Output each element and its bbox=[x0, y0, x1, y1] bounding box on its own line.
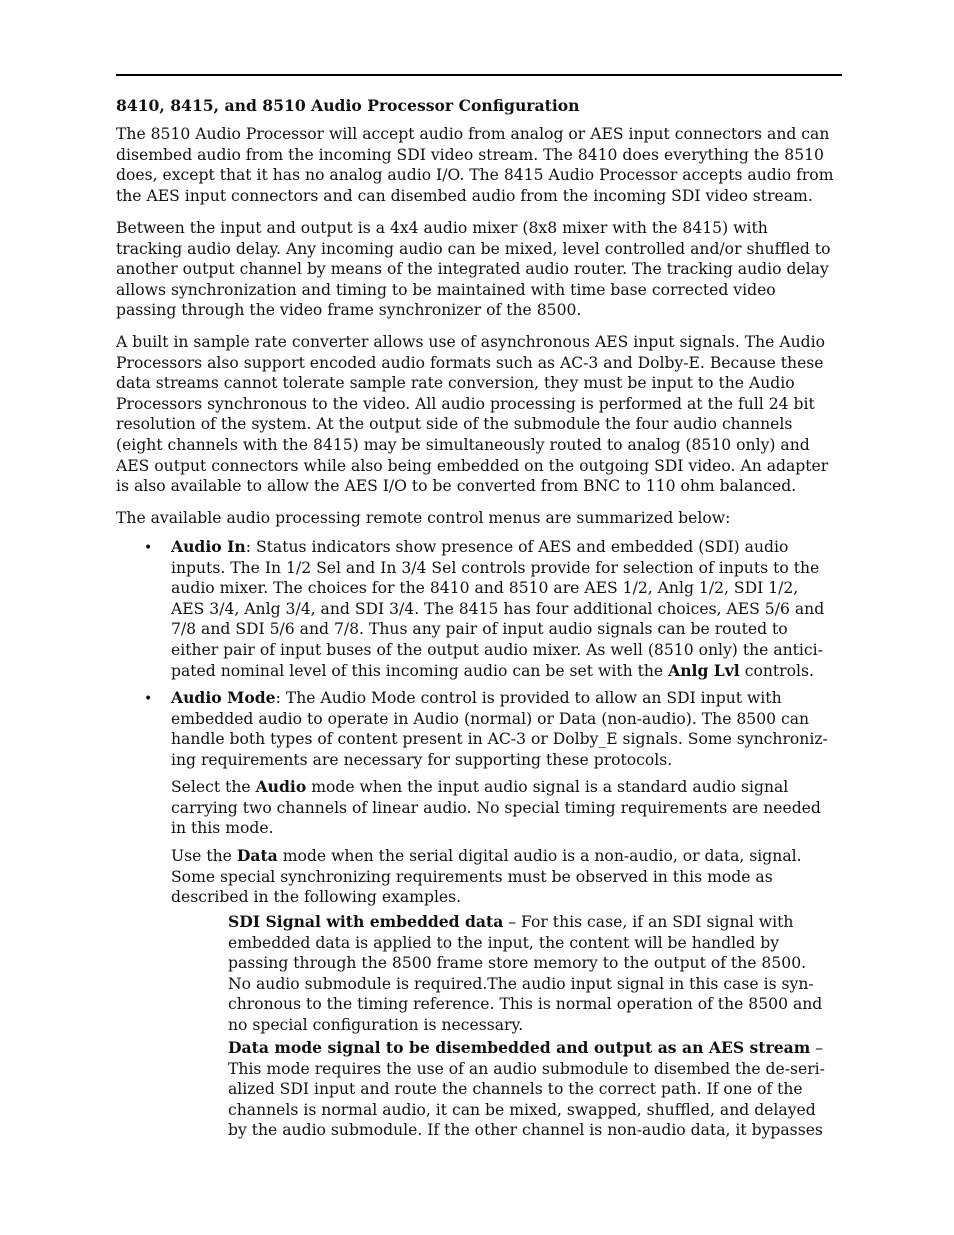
term-sdi-signal: SDI Signal with embedded data bbox=[228, 912, 504, 931]
paragraph-mixer bbox=[116, 218, 842, 321]
text-line: does, except that it has no analog audio I/O. The 8415 Audio Processor accepts audio from bbox=[116, 166, 834, 185]
bullet-audio-in bbox=[171, 537, 842, 681]
text-line: is also available to allow the AES I/O to be converted from BNC to 110 ohm balanced. bbox=[116, 477, 797, 496]
paragraph-src bbox=[116, 332, 842, 497]
term-audio-in: Audio In bbox=[171, 537, 246, 556]
text-line: The available audio processing remote control menus are summarized below: bbox=[116, 509, 731, 527]
example-disembed-aes bbox=[228, 1038, 842, 1141]
text-line: embedded audio to operate in Audio (normal) or Data (non-audio). The 8500 can bbox=[171, 709, 810, 728]
text-line: A built in sample rate converter allows use of asynchronous AES input signals. The Audio bbox=[116, 333, 826, 351]
text-line: handle both types of content present in AC-3 or Dolby_E signals. Some synchroniz- bbox=[171, 730, 828, 749]
text-span: – bbox=[810, 1039, 824, 1057]
text-line: 7/8 and SDI 5/6 and 7/8. Thus any pair of input audio signals can be routed to bbox=[171, 620, 788, 639]
text-line: carrying two channels of linear audio. No special timing requirements are needed bbox=[171, 798, 821, 817]
text-span: pated nominal level of this incoming audio can be set with the bbox=[171, 661, 669, 680]
text-line: disembed audio from the incoming SDI video stream. The 8410 does everything the 8510 bbox=[116, 145, 824, 164]
text-line: inputs. The In 1/2 Sel and In 3/4 Sel controls provide for selection of inputs to the bbox=[171, 558, 820, 577]
text-line: data streams cannot tolerate sample rate conversion, they must be input to the Audio bbox=[116, 374, 795, 393]
header-rule bbox=[116, 74, 842, 76]
text-line: the AES input connectors and can disembed audio from the incoming SDI video stream. bbox=[116, 186, 813, 205]
text-line: allows synchronization and timing to be maintained with time base corrected video bbox=[116, 280, 776, 299]
text-line: Processors synchronous to the video. All audio processing is performed at the full 24 bit bbox=[116, 394, 815, 413]
text-line: embedded data is applied to the input, the content will be handled by bbox=[228, 933, 780, 952]
section-heading: 8410, 8415, and 8510 Audio Processor Configuration bbox=[116, 96, 580, 115]
text-span: mode when the serial digital audio is a non-audio, or data, signal. bbox=[277, 847, 802, 865]
text-line: (eight channels with the 8415) may be simultaneously routed to analog (8510 only) and bbox=[116, 435, 810, 454]
text-line: tracking audio delay. Any incoming audio can be mixed, level controlled and/or shuffled to bbox=[116, 239, 831, 258]
term-audio: Audio bbox=[255, 777, 307, 796]
text-line: chronous to the timing reference. This is normal operation of the 8500 and bbox=[228, 995, 823, 1014]
paragraph-summary bbox=[116, 508, 842, 529]
text-span: Select the bbox=[171, 778, 256, 796]
text-line: either pair of input buses of the output audio mixer. As well (8510 only) the antici- bbox=[171, 640, 823, 659]
text-line: channels is normal audio, it can be mixed, swapped, shuffled, and delayed bbox=[228, 1100, 816, 1119]
text-line: no special configuration is necessary. bbox=[228, 1015, 524, 1034]
bullet-icon: • bbox=[144, 691, 153, 707]
term-audio-mode: Audio Mode bbox=[171, 688, 276, 707]
text-line: AES 3/4, Anlg 3/4, and SDI 3/4. The 8415 has four additional choices, AES 5/6 and bbox=[171, 599, 825, 618]
text-line: Between the input and output is a 4x4 audio mixer (8x8 mixer with the 8415) with bbox=[116, 219, 768, 237]
text-line: by the audio submodule. If the other channel is non-audio data, it bypasses bbox=[228, 1121, 823, 1140]
text-line: another output channel by means of the integrated audio router. The tracking audio delay bbox=[116, 260, 829, 279]
text-line: The 8510 Audio Processor will accept audio from analog or AES input connectors and can bbox=[116, 125, 830, 143]
term-data: Data bbox=[236, 846, 278, 865]
text-line: AES output connectors while also being embedded on the outgoing SDI video. An adapter bbox=[116, 456, 829, 475]
bullet-icon: • bbox=[144, 540, 153, 556]
term-data-mode-signal: Data mode signal to be disembedded and output as an AES stream bbox=[228, 1038, 811, 1057]
paragraph-audio-mode bbox=[171, 777, 842, 839]
text-line: passing through the video frame synchronizer of the 8500. bbox=[116, 301, 582, 320]
text-span: mode when the input audio signal is a standard audio signal bbox=[306, 778, 789, 796]
text-span: controls. bbox=[739, 661, 814, 680]
paragraph-intro bbox=[116, 124, 842, 206]
text-line: audio mixer. The choices for the 8410 and 8510 are AES 1/2, Anlg 1/2, SDI 1/2, bbox=[171, 579, 799, 598]
term-anlg-lvl: Anlg Lvl bbox=[668, 660, 740, 680]
text-line bbox=[171, 777, 842, 798]
text-span: : The Audio Mode control is provided to allow an SDI input with bbox=[275, 689, 782, 707]
text-line: Processors also support encoded audio formats such as AC-3 and Dolby-E. Because these bbox=[116, 353, 824, 372]
text-line: ing requirements are necessary for supporting these protocols. bbox=[171, 750, 673, 769]
paragraph-data-mode bbox=[171, 846, 842, 908]
text-line bbox=[228, 912, 842, 933]
text-span: Use the bbox=[171, 847, 237, 865]
text-line: passing through the 8500 frame store memory to the output of the 8500. bbox=[228, 954, 807, 973]
text-line bbox=[228, 1038, 842, 1059]
text-span: – For this case, if an SDI signal with bbox=[503, 913, 794, 931]
text-line: Some special synchronizing requirements must be observed in this mode as bbox=[171, 867, 773, 886]
text-line: This mode requires the use of an audio submodule to disembed the de-seri- bbox=[228, 1059, 825, 1078]
text-line: alized SDI input and route the channels to the correct path. If one of the bbox=[228, 1080, 803, 1099]
text-line bbox=[171, 661, 842, 682]
example-sdi-embedded bbox=[228, 912, 842, 1036]
text-line: described in the following examples. bbox=[171, 888, 462, 907]
text-line bbox=[171, 846, 842, 867]
text-line: in this mode. bbox=[171, 819, 274, 838]
bullet-audio-mode bbox=[171, 688, 842, 770]
text-line bbox=[171, 537, 842, 558]
text-line: No audio submodule is required.The audio input signal in this case is syn- bbox=[228, 974, 814, 993]
text-line: resolution of the system. At the output side of the submodule the four audio channels bbox=[116, 415, 793, 434]
text-span: : Status indicators show presence of AES and embedded (SDI) audio bbox=[245, 538, 789, 556]
text-line bbox=[171, 688, 842, 709]
